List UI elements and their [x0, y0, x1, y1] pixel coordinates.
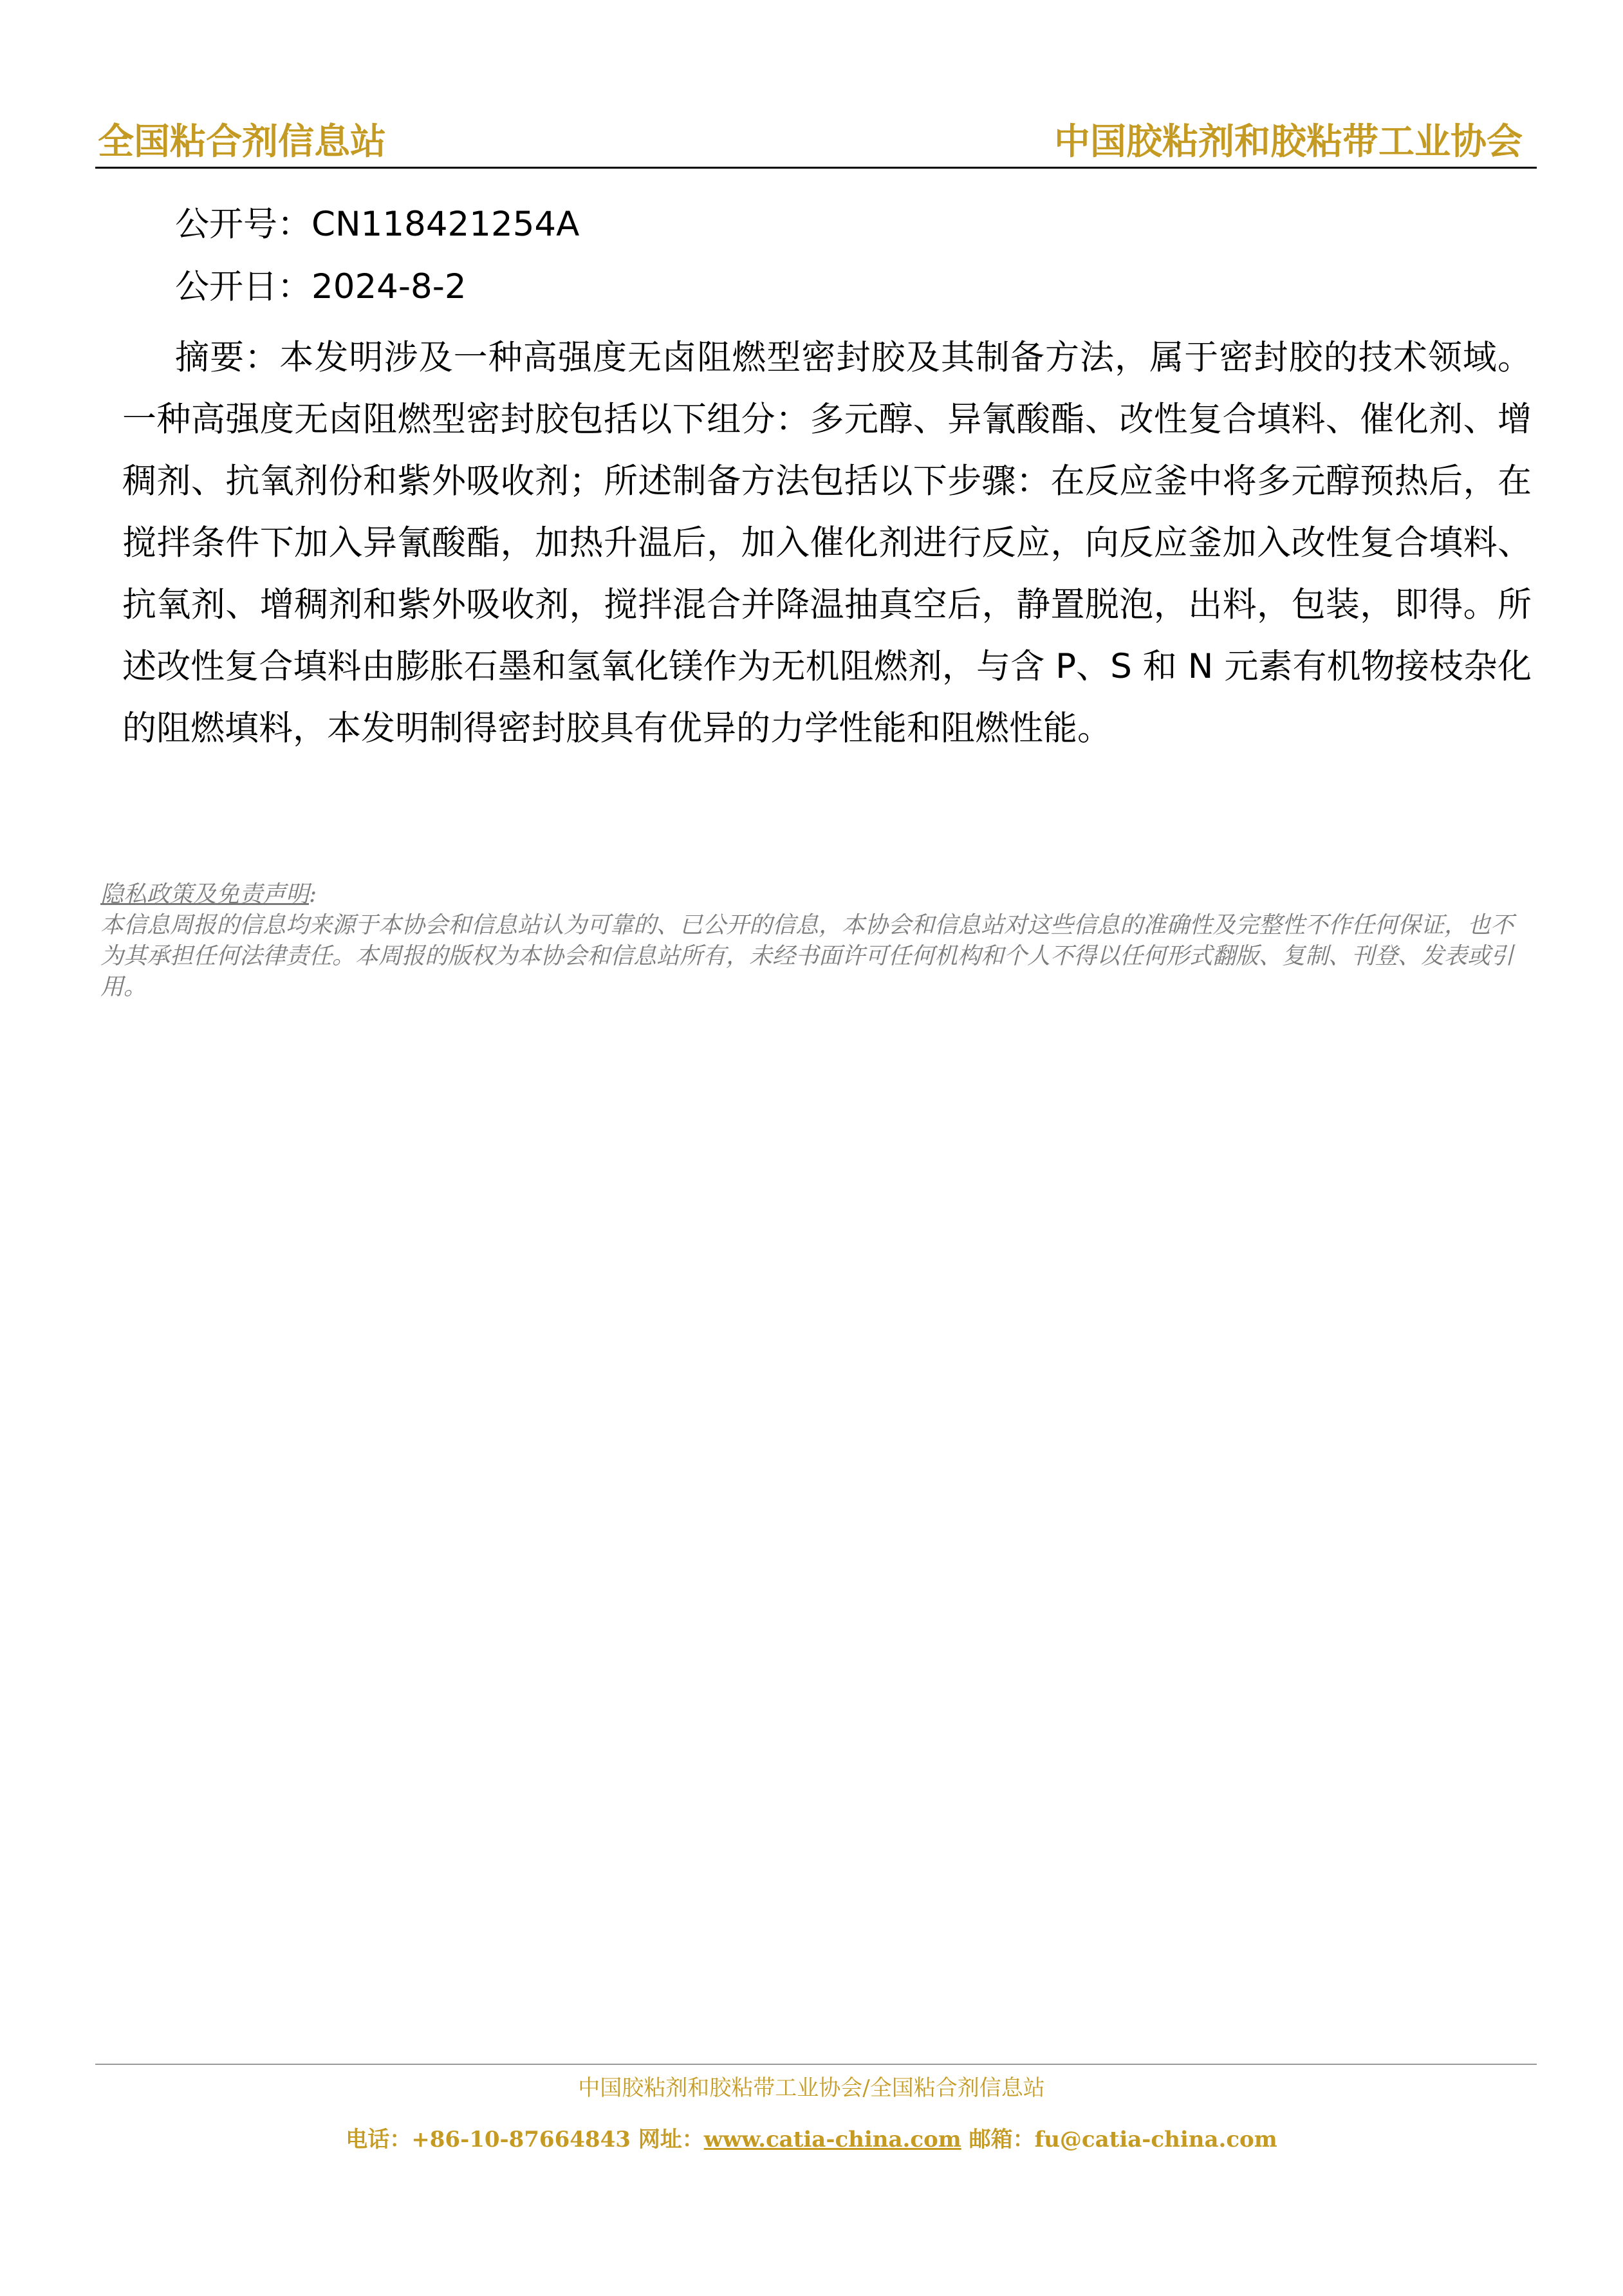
footer-phone-label: 电话： — [346, 2127, 412, 2152]
disclaimer-title-colon: : — [309, 881, 317, 908]
disclaimer-title: 隐私政策及免责声明 — [100, 881, 310, 908]
disclaimer-body: 本信息周报的信息均来源于本协会和信息站认为可靠的、已公开的信息，本协会和信息站对这些信息的准确性及完整性不作任何保证，也不为其承担任何法律责任。本周报的版权为本协会和信息站所有，未经书面许可任何机构和个人不得以任何形式翻版、复制、刊登、发表或引用。 — [100, 912, 1514, 1000]
publication-date-value: 2024-8-2 — [311, 267, 467, 306]
publication-date-label: 公开日： — [175, 267, 311, 306]
footer-contact-line — [0, 2123, 1623, 2156]
publication-number-value: CN118421254A — [311, 205, 580, 244]
publication-number-label: 公开号： — [175, 205, 311, 244]
disclaimer — [100, 879, 1535, 1003]
footer-org-line: 中国胶粘剂和胶粘带工业协会/全国粘合剂信息站 — [578, 2075, 1045, 2101]
abstract-label: 摘要： — [175, 338, 280, 377]
disclaimer-heading — [100, 879, 1535, 910]
footer-website-link[interactable]: www.catia-china.com — [703, 2127, 961, 2152]
abstract-paragraph — [122, 327, 1532, 760]
publication-number — [175, 201, 579, 248]
footer-phone: +86-10-87664843 — [411, 2127, 631, 2152]
footer-divider — [95, 2064, 1537, 2065]
header-site-title: 全国粘合剂信息站 — [98, 120, 386, 163]
footer-email-label: 邮箱： — [969, 2127, 1035, 2152]
abstract-text: 本发明涉及一种高强度无卤阻燃型密封胶及其制备方法，属于密封胶的技术领域。一种高强度无卤阻燃型密封胶包括以下组分：多元醇、异氰酸酯、改性复合填料、催化剂、增稠剂、抗氧剂份和紫外吸收剂；所述制备方法包括以下步骤：在反应釜中将多元醇预热后，在搅拌条件下加入异氰酸酯，加热升温后，加入催化剂进行反应，向反应釜加入改性复合填料、抗氧剂、增稠剂和紫外吸收剂，搅拌混合并降温抽真空后，静置脱泡，出料，包装，即得。所述改性复合填料由膨胀石墨和氢氧化镁作为无机阻燃剂，与含 P、S 和 N 元素有机物接枝杂化的阻燃填料，本发明制得密封胶具有优异的力学性能和阻燃性能。 — [122, 338, 1532, 748]
footer-web-label: 网址： — [638, 2127, 704, 2152]
header-association-title: 中国胶粘剂和胶粘带工业协会 — [1054, 120, 1523, 163]
footer-email[interactable]: fu@catia-china.com — [1034, 2127, 1277, 2152]
header-divider — [95, 167, 1537, 169]
publication-date — [175, 264, 467, 310]
